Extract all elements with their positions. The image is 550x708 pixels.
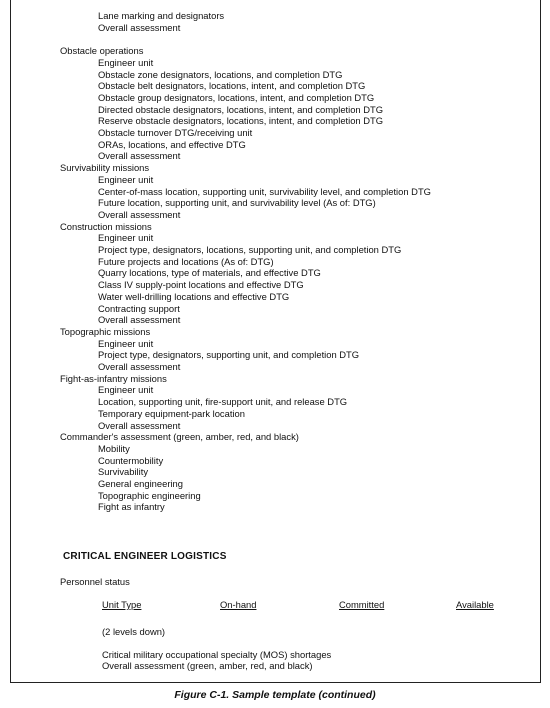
outline-heading: Obstacle operations bbox=[60, 45, 144, 57]
outline-item: Quarry locations, type of materials, and effective DTG bbox=[98, 267, 321, 279]
outline-item: Temporary equipment-park location bbox=[98, 407, 245, 419]
outline-item: Obstacle zone designators, locations, and completion DTG bbox=[98, 68, 343, 80]
outline-heading: Survivability missions bbox=[60, 162, 150, 174]
outline-item: Obstacle belt designators, locations, intent, and completion DTG bbox=[98, 80, 366, 92]
outline-item: Project type, designators, locations, supporting unit, and completion DTG bbox=[98, 244, 402, 255]
outline-heading: Fight-as-infantry missions bbox=[60, 372, 167, 384]
outline-item: Topographic engineering bbox=[98, 489, 201, 501]
overall-assessment-line: Overall assessment (green, amber, red, and black) bbox=[102, 660, 313, 671]
outline-item: Location, supporting unit, fire-support unit, and release DTG bbox=[98, 396, 348, 408]
outline-item: Engineer unit bbox=[98, 56, 154, 68]
outline-item: Overall assessment bbox=[98, 314, 181, 326]
outline-item: Engineer unit bbox=[98, 384, 154, 396]
personnel-status-label: Personnel status bbox=[60, 576, 130, 587]
column-header-on-hand: On-hand bbox=[220, 599, 257, 610]
outline-item: Water well-drilling locations and effective DTG bbox=[98, 290, 290, 302]
outline-item: Directed obstacle designators, locations, intent, and completion DTG bbox=[98, 103, 384, 115]
outline-item: Engineer unit bbox=[98, 232, 154, 244]
outline-item: Contracting support bbox=[98, 302, 180, 314]
levels-note: (2 levels down) bbox=[102, 626, 166, 637]
outline-item: Overall assessment bbox=[98, 21, 181, 33]
outline-item: Lane marking and designators bbox=[98, 10, 225, 21]
outline-item: Engineer unit bbox=[98, 173, 154, 185]
outline-item: Reserve obstacle designators, locations, intent, and completion DTG bbox=[98, 115, 384, 127]
outline-heading: Topographic missions bbox=[60, 325, 151, 337]
outline-item: Obstacle group designators, locations, intent, and completion DTG bbox=[98, 91, 375, 103]
outline-item: Overall assessment bbox=[98, 208, 181, 220]
column-header-available: Available bbox=[456, 599, 494, 610]
outline-heading: Construction missions bbox=[60, 220, 152, 232]
mos-shortages-line: Critical military occupational specialty (MOS) shortages bbox=[102, 649, 332, 660]
column-header-unit-type: Unit Type bbox=[102, 599, 142, 610]
outline-item: ORAs, locations, and effective DTG bbox=[98, 138, 246, 150]
outline-heading: Commander's assessment (green, amber, red, and black) bbox=[60, 431, 299, 443]
section-heading-logistics: CRITICAL ENGINEER LOGISTICS bbox=[63, 551, 227, 562]
outline-item: Overall assessment bbox=[98, 419, 181, 431]
figure-caption: Figure C-1. Sample template (continued) bbox=[174, 689, 376, 701]
outline-item: Fight as infantry bbox=[98, 501, 165, 513]
outline-item: Survivability bbox=[98, 466, 149, 478]
outline-item: Countermobility bbox=[98, 454, 164, 466]
outline-item: Overall assessment bbox=[98, 361, 181, 372]
outline-item: Mobility bbox=[98, 442, 130, 454]
outline-item: Class IV supply-point locations and effective DTG bbox=[98, 279, 304, 291]
outline-item: Engineer unit bbox=[98, 337, 154, 349]
column-header-committed: Committed bbox=[339, 599, 385, 610]
page-frame bbox=[10, 0, 541, 683]
outline-item: Overall assessment bbox=[98, 150, 181, 162]
outline-item: Future location, supporting unit, and survivability level (As of: DTG) bbox=[98, 197, 376, 209]
outline-item: Obstacle turnover DTG/receiving unit bbox=[98, 127, 253, 138]
outline-item: Future projects and locations (As of: DTG) bbox=[98, 255, 274, 267]
outline-item: Center-of-mass location, supporting unit, survivability level, and completion DTG bbox=[98, 185, 431, 197]
outline-item: Project type, designators, supporting unit, and completion DTG bbox=[98, 349, 360, 361]
outline-item: General engineering bbox=[98, 478, 183, 489]
